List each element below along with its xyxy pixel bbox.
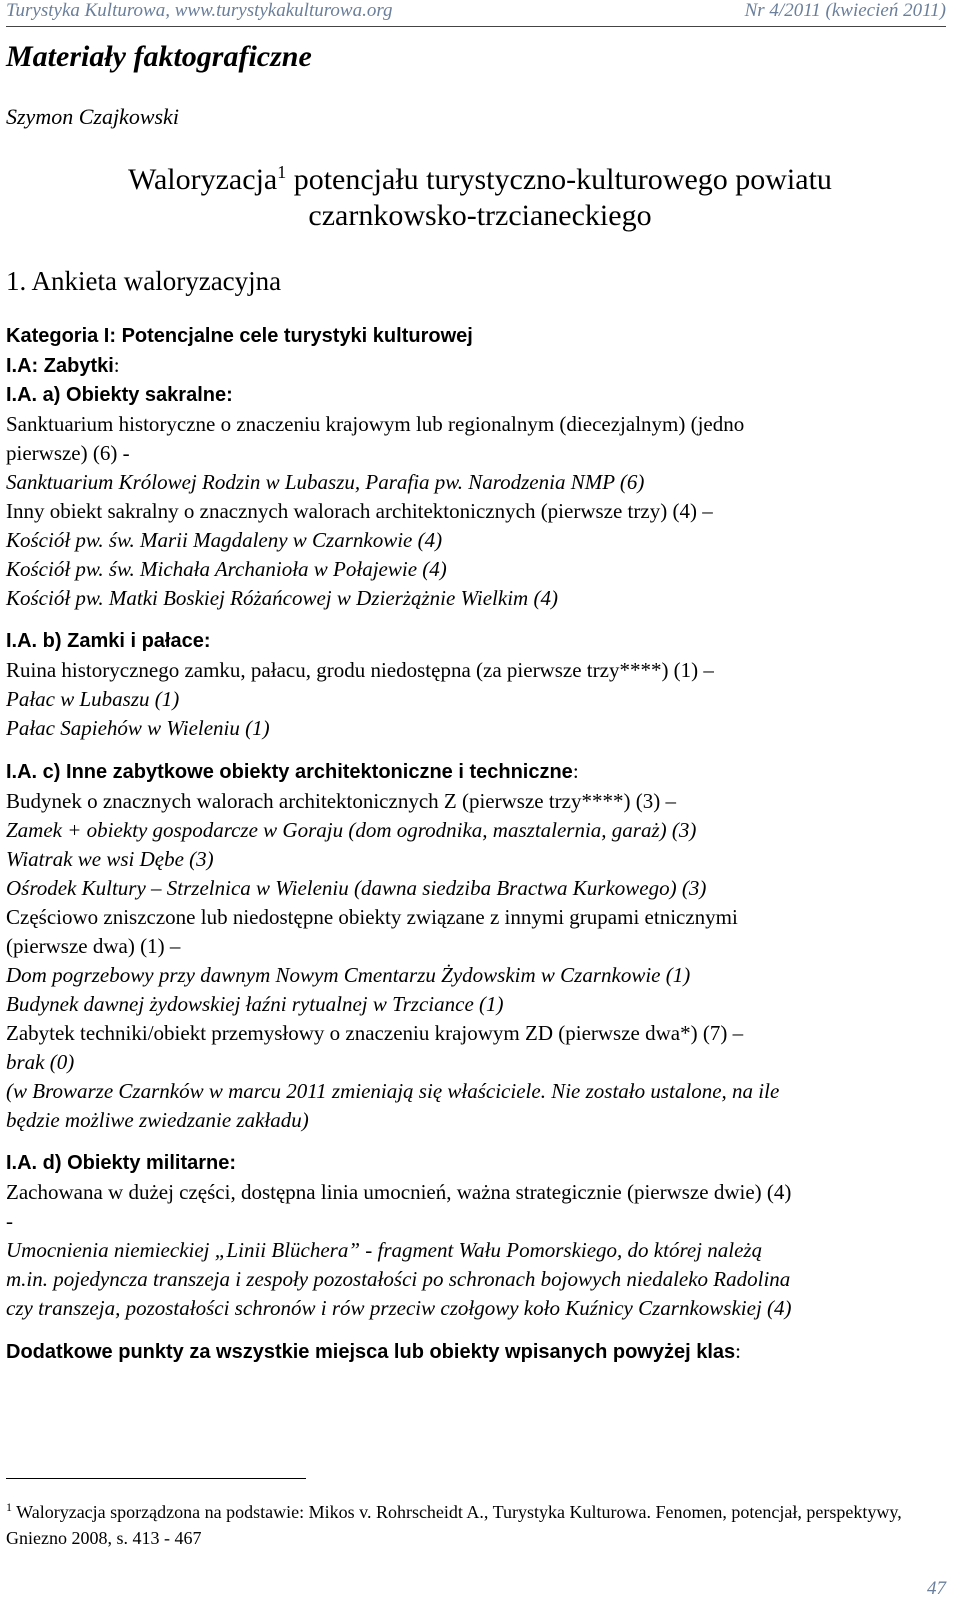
footnote-mark: 1 <box>6 1500 12 1514</box>
category-heading: Kategoria I: Potencjalne cele turystyki kulturowej <box>6 325 473 347</box>
title-line2: czarnkowsko-trzcianeckiego <box>308 199 652 232</box>
subheading: 1. Ankieta waloryzacyjna <box>6 266 282 296</box>
other-line-5: Częściowo zniszczone lub niedostępne obiekty związane z innymi grupami etnicznymi <box>6 905 738 929</box>
ia-heading-colon: : <box>113 353 120 377</box>
other-line-7: Dom pogrzebowy przy dawnym Nowym Cmentarzu Żydowskim w Czarnkowie (1) <box>6 963 691 987</box>
footnote-text: Waloryzacja sporządzona na podstawie: Mikos v. Rohrscheidt A., Turystyka Kulturowa. Fenomen, potencjał, perspektywy, Gniezno 2008, s. 413 - 467 <box>6 1502 902 1548</box>
other-line-12: będzie możliwe zwiedzanie zakładu) <box>6 1108 309 1132</box>
document-body <box>6 322 946 1367</box>
other-line-10: brak (0) <box>6 1050 75 1074</box>
other-line-2: Zamek + obiekty gospodarcze w Goraju (dom ogrodnika, masztalernia, garaż) (3) <box>6 818 697 842</box>
page-number: 47 <box>927 1578 946 1599</box>
footnote <box>6 1494 946 1551</box>
spacer <box>6 1323 946 1337</box>
castles-line-1: Ruina historycznego zamku, pałacu, grodu niedostępna (za pierwsze trzy****) (1) – <box>6 658 714 682</box>
military-line-5: czy transzeja, pozostałości schronów i rów przeciw czołgowy koło Kuźnicy Czarnkowskiej (4) <box>6 1296 792 1320</box>
castles-heading: I.A. b) Zamki i pałace: <box>6 630 211 652</box>
other-line-4: Ośrodek Kultury – Strzelnica w Wieleniu (dawna siedziba Bractwa Kurkowego) (3) <box>6 876 707 900</box>
other-heading: I.A. c) Inne zabytkowe obiekty architektoniczne i techniczne <box>6 761 573 783</box>
bonus-heading-colon: : <box>735 1339 741 1363</box>
title-line1-a: Waloryzacja <box>128 163 278 196</box>
sacral-line-4: Inny obiekt sakralny o znacznych walorach architektonicznych (pierwsze trzy) (4) – <box>6 499 713 523</box>
sacral-line-7: Kościół pw. Matki Boskiej Różańcowej w Dzierżążnie Wielkim (4) <box>6 586 558 610</box>
military-line-2: - <box>6 1209 13 1233</box>
header-divider <box>6 26 946 27</box>
spacer <box>6 743 946 757</box>
military-line-1: Zachowana w dużej części, dostępna linia umocnień, ważna strategicznie (pierwsze dwie) (4) <box>6 1180 792 1204</box>
other-line-6: (pierwsze dwa) (1) – <box>6 934 181 958</box>
document-title <box>0 162 960 234</box>
military-heading: I.A. d) Obiekty militarne: <box>6 1152 237 1174</box>
section-title: Materiały faktograficzne <box>6 40 312 73</box>
sacral-line-3: Sanktuarium Królowej Rodzin w Lubaszu, Parafia pw. Narodzenia NMP (6) <box>6 470 645 494</box>
military-line-3: Umocnienia niemieckiej „Linii Blüchera” - fragment Wału Pomorskiego, do której należą <box>6 1238 763 1262</box>
bonus-heading: Dodatkowe punkty za wszystkie miejsca lub obiekty wpisanych powyżej klas <box>6 1341 736 1363</box>
spacer <box>6 1135 946 1149</box>
military-line-4: m.in. pojedyncza transzeja i zespoły pozostałości po schronach bojowych niedaleko Radolina <box>6 1267 791 1291</box>
other-line-3: Wiatrak we wsi Dębe (3) <box>6 847 214 871</box>
sacral-line-1: Sanktuarium historyczne o znaczeniu krajowym lub regionalnym (diecezjalnym) (jedno <box>6 412 745 436</box>
castles-line-2: Pałac w Lubaszu (1) <box>6 687 180 711</box>
other-heading-colon: : <box>572 759 579 783</box>
other-line-11: (w Browarze Czarnków w marcu 2011 zmieniają się właściciele. Nie zostało ustalone, na ile <box>6 1079 780 1103</box>
issue-info: Nr 4/2011 (kwiecień 2011) <box>744 0 946 21</box>
sacral-line-2: pierwsze) (6) - <box>6 441 130 465</box>
running-header <box>6 0 946 22</box>
spacer <box>6 613 946 627</box>
other-line-8: Budynek dawnej żydowskiej łaźni rytualnej w Trzciance (1) <box>6 992 504 1016</box>
sacral-line-6: Kościół pw. św. Michała Archanioła w Połajewie (4) <box>6 557 447 581</box>
journal-name: Turystyka Kulturowa, www.turystykakulturowa.org <box>6 0 393 21</box>
other-line-1: Budynek o znacznych walorach architektonicznych Z (pierwsze trzy****) (3) – <box>6 789 676 813</box>
sacral-heading: I.A. a) Obiekty sakralne: <box>6 384 233 406</box>
footnote-divider <box>6 1478 306 1479</box>
footnote-reference[interactable]: 1 <box>277 162 287 182</box>
author-name: Szymon Czajkowski <box>6 104 179 129</box>
ia-heading: I.A: Zabytki <box>6 355 114 377</box>
other-line-9: Zabytek techniki/obiekt przemysłowy o znaczeniu krajowym ZD (pierwsze dwa*) (7) – <box>6 1021 744 1045</box>
castles-line-3: Pałac Sapiehów w Wieleniu (1) <box>6 716 270 740</box>
title-line1-b: potencjału turystyczno-kulturowego powiatu <box>286 163 832 196</box>
sacral-line-5: Kościół pw. św. Marii Magdaleny w Czarnkowie (4) <box>6 528 443 552</box>
